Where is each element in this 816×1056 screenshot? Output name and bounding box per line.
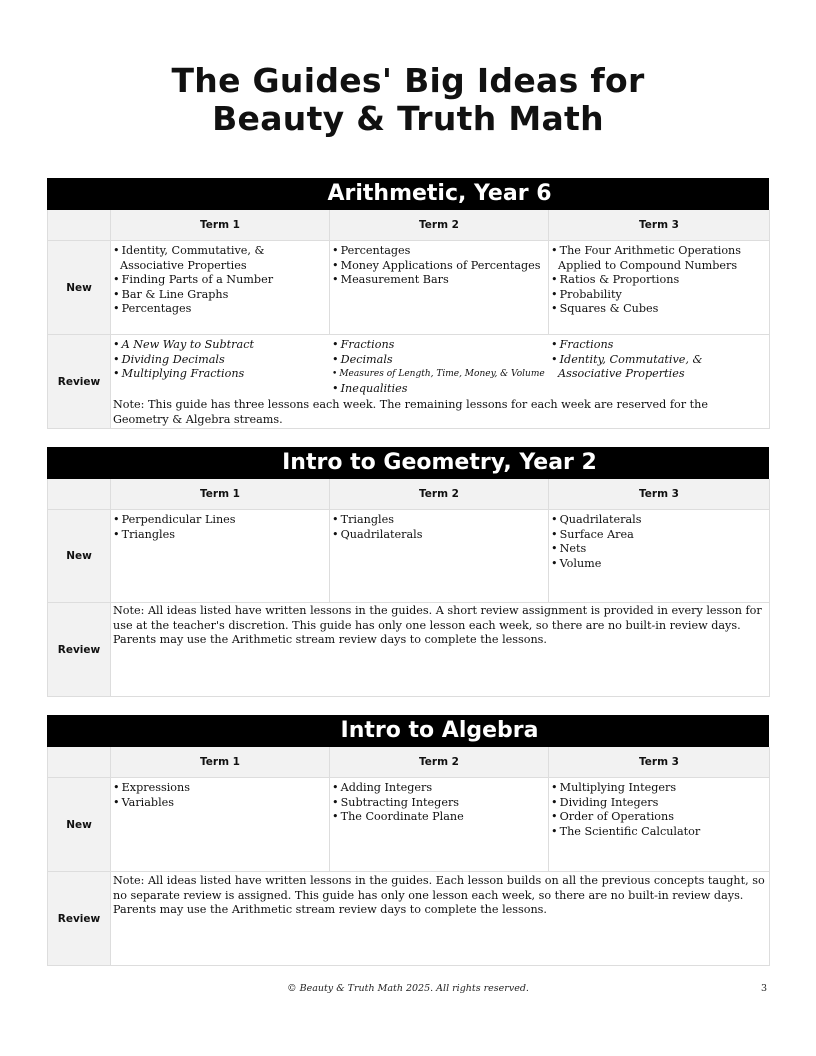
footer-copyright: © Beauty & Truth Math 2025. All rights reserved. <box>287 983 529 994</box>
page-number: 3 <box>760 983 767 994</box>
section-header: Intro to Algebra <box>47 715 769 747</box>
list-item: • Order of Operations <box>551 810 766 825</box>
list-item: • Dividing Decimals <box>113 353 327 368</box>
new-term-3 <box>549 778 770 872</box>
section-note: Note: All ideas listed have written lessons in the guides. Each lesson builds on all the previous concepts taught, so no separate review is assigned. This guide has only one lesson each week, so there are no built-in review days. Parents may use the Arithmetic stream review days to complete the lessons. <box>111 872 770 966</box>
new-term-3 <box>549 241 770 335</box>
term-2-header: Term 2 <box>330 747 549 778</box>
title-line-1: The Guides' Big Ideas for <box>171 61 645 100</box>
list-item: • Measurement Bars <box>332 273 545 288</box>
list-item: • Squares & Cubes <box>551 302 766 317</box>
term-2-header: Term 2 <box>330 479 549 510</box>
list-item: • Measures of Length, Time, Money, & Volume <box>332 367 546 382</box>
new-term-1 <box>111 510 330 603</box>
list-item: • A New Way to Subtract <box>113 338 327 353</box>
row-label-new: New <box>48 778 111 872</box>
term-1-header: Term 1 <box>111 747 330 778</box>
list-item: • Surface Area <box>551 528 766 543</box>
review-term-1 <box>111 335 330 396</box>
list-item: • Variables <box>113 796 326 811</box>
term-3-header: Term 3 <box>549 479 770 510</box>
list-item: • Multiplying Integers <box>551 781 766 796</box>
new-term-3 <box>549 510 770 603</box>
new-term-2 <box>330 241 549 335</box>
list-item: • Volume <box>551 557 766 572</box>
list-item: • The Four Arithmetic Operations Applied to Compound Numbers <box>551 244 766 273</box>
list-item: • Subtracting Integers <box>332 796 545 811</box>
list-item: • Identity, Commutative, & Associative Properties <box>551 353 767 382</box>
geometry-section <box>47 447 769 697</box>
new-term-1 <box>111 778 330 872</box>
review-row <box>111 335 770 429</box>
list-item: • The Scientific Calculator <box>551 825 766 840</box>
list-item: • Expressions <box>113 781 326 796</box>
row-label-review: Review <box>48 335 111 429</box>
list-item: • Quadrilaterals <box>332 528 545 543</box>
review-term-3 <box>549 335 770 396</box>
term-2-header: Term 2 <box>330 210 549 241</box>
list-item: • Fractions <box>551 338 767 353</box>
term-1-header: Term 1 <box>111 479 330 510</box>
section-note: Note: All ideas listed have written lessons in the guides. A short review assignment is provided in every lesson for use at the teacher's discretion. This guide has only one lesson each week, so there are no built-in review days. Parents may use the Arithmetic stream review days to complete the lessons. <box>111 603 770 697</box>
list-item: • Quadrilaterals <box>551 513 766 528</box>
arithmetic-section <box>47 178 769 429</box>
list-item: • Bar & Line Graphs <box>113 288 326 303</box>
corner-cell <box>48 210 111 241</box>
list-item: • Inequalities <box>332 382 546 397</box>
new-term-2 <box>330 778 549 872</box>
list-item: • Ratios & Proportions <box>551 273 766 288</box>
list-item: • Dividing Integers <box>551 796 766 811</box>
page-title <box>0 62 816 138</box>
term-3-header: Term 3 <box>549 210 770 241</box>
list-item: • Decimals <box>332 353 546 368</box>
list-item: • Money Applications of Percentages <box>332 259 545 274</box>
list-item: • Probability <box>551 288 766 303</box>
list-item: • Perpendicular Lines <box>113 513 326 528</box>
section-header: Intro to Geometry, Year 2 <box>47 447 769 479</box>
new-term-1 <box>111 241 330 335</box>
row-label-new: New <box>48 510 111 603</box>
term-1-header: Term 1 <box>111 210 330 241</box>
list-item: • Adding Integers <box>332 781 545 796</box>
list-item: • Percentages <box>113 302 326 317</box>
list-item: • The Coordinate Plane <box>332 810 545 825</box>
title-line-2: Beauty & Truth Math <box>212 99 604 138</box>
review-term-2 <box>330 335 549 396</box>
list-item: • Nets <box>551 542 766 557</box>
list-item: • Multiplying Fractions <box>113 367 327 382</box>
list-item: • Identity, Commutative, & Associative Properties <box>113 244 326 273</box>
row-label-review: Review <box>48 872 111 966</box>
row-label-new: New <box>48 241 111 335</box>
list-item: • Triangles <box>113 528 326 543</box>
list-item: • Fractions <box>332 338 546 353</box>
new-term-2 <box>330 510 549 603</box>
list-item: • Finding Parts of a Number <box>113 273 326 288</box>
term-3-header: Term 3 <box>549 747 770 778</box>
algebra-section <box>47 715 769 966</box>
section-header: Arithmetic, Year 6 <box>47 178 769 210</box>
section-note: Note: This guide has three lessons each week. The remaining lessons for each week are reserved for the Geometry & Algebra streams. <box>113 398 708 426</box>
row-label-review: Review <box>48 603 111 697</box>
list-item: • Triangles <box>332 513 545 528</box>
list-item: • Percentages <box>332 244 545 259</box>
corner-cell <box>48 747 111 778</box>
corner-cell <box>48 479 111 510</box>
